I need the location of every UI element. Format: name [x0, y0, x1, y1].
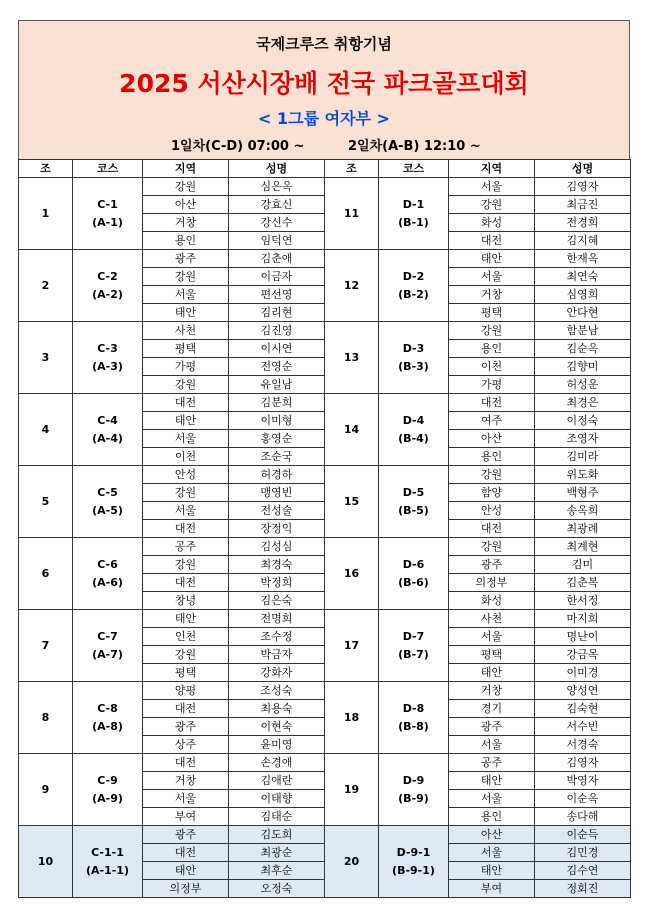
- course-alt-code: (B-9-1): [392, 863, 435, 877]
- course-alt-code: (B-9): [398, 791, 429, 805]
- region-cell: 상주: [143, 736, 229, 754]
- group-number: 1: [19, 178, 73, 250]
- player-name: 전경희: [535, 214, 631, 232]
- course-cell: [73, 754, 143, 826]
- table-row: [19, 466, 631, 484]
- region-cell: 평택: [143, 340, 229, 358]
- region-cell: 용인: [449, 340, 535, 358]
- region-cell: 광주: [143, 718, 229, 736]
- region-cell: 강원: [449, 538, 535, 556]
- course-alt-code: (B-1): [398, 215, 429, 229]
- player-name: 조성숙: [229, 682, 325, 700]
- table-row: [19, 322, 631, 340]
- player-name: 최후순: [229, 862, 325, 880]
- player-name: 김도희: [229, 826, 325, 844]
- player-name: 허경하: [229, 466, 325, 484]
- player-name: 강화자: [229, 664, 325, 682]
- region-cell: 부여: [143, 808, 229, 826]
- player-name: 이미형: [229, 412, 325, 430]
- region-cell: 태안: [143, 610, 229, 628]
- course-cell: [73, 538, 143, 610]
- course-code: C-8: [97, 701, 118, 715]
- region-cell: 부여: [449, 880, 535, 898]
- region-cell: 서울: [449, 844, 535, 862]
- player-name: 박정희: [229, 574, 325, 592]
- player-name: 강금목: [535, 646, 631, 664]
- region-cell: 광주: [143, 826, 229, 844]
- player-name: 이정숙: [535, 412, 631, 430]
- player-name: 김향미: [535, 358, 631, 376]
- region-cell: 광주: [449, 718, 535, 736]
- region-cell: 공주: [449, 754, 535, 772]
- region-cell: 화성: [449, 214, 535, 232]
- player-name: 최광례: [535, 520, 631, 538]
- region-cell: 사천: [143, 322, 229, 340]
- region-cell: 대전: [143, 700, 229, 718]
- player-name: 김수연: [535, 862, 631, 880]
- region-cell: 대전: [449, 394, 535, 412]
- region-cell: 서울: [143, 430, 229, 448]
- region-cell: 강원: [143, 376, 229, 394]
- player-name: 조수정: [229, 628, 325, 646]
- player-name: 김진영: [229, 322, 325, 340]
- course-alt-code: (B-4): [398, 431, 429, 445]
- course-cell: [379, 538, 449, 610]
- region-cell: 강원: [143, 268, 229, 286]
- player-name: 백형주: [535, 484, 631, 502]
- course-alt-code: (A-9): [92, 791, 123, 805]
- player-name: 김춘복: [535, 574, 631, 592]
- player-name: 최광순: [229, 844, 325, 862]
- course-cell: [379, 322, 449, 394]
- region-cell: 용인: [449, 448, 535, 466]
- region-cell: 강원: [449, 322, 535, 340]
- region-cell: 거창: [143, 214, 229, 232]
- course-cell: [73, 682, 143, 754]
- player-name: 송옥희: [535, 502, 631, 520]
- group-number: 14: [325, 394, 379, 466]
- region-cell: 평택: [449, 304, 535, 322]
- player-name: 오정숙: [229, 880, 325, 898]
- table-row: [19, 538, 631, 556]
- player-name: 임덕연: [229, 232, 325, 250]
- player-name: 전영순: [229, 358, 325, 376]
- player-name: 조영자: [535, 430, 631, 448]
- group-number: 10: [19, 826, 73, 898]
- course-alt-code: (B-3): [398, 359, 429, 373]
- table-row: [19, 682, 631, 700]
- group-number: 8: [19, 682, 73, 754]
- group-number: 19: [325, 754, 379, 826]
- course-code: D-9-1: [396, 845, 431, 859]
- group-number: 17: [325, 610, 379, 682]
- player-name: 유일남: [229, 376, 325, 394]
- course-cell: [379, 610, 449, 682]
- course-cell: [379, 250, 449, 322]
- course-cell: [73, 826, 143, 898]
- group-number: 5: [19, 466, 73, 538]
- group-number: 4: [19, 394, 73, 466]
- region-cell: 대전: [449, 520, 535, 538]
- player-name: 박금자: [229, 646, 325, 664]
- player-name: 이미경: [535, 664, 631, 682]
- course-alt-code: (A-1-1): [85, 863, 129, 877]
- player-name: 최경숙: [229, 556, 325, 574]
- player-name: 맹영빈: [229, 484, 325, 502]
- player-name: 최경은: [535, 394, 631, 412]
- course-cell: [73, 250, 143, 322]
- player-name: 한서정: [535, 592, 631, 610]
- table-row: [19, 394, 631, 412]
- player-name: 최용숙: [229, 700, 325, 718]
- subtitle: 국제크루즈 취항기념: [256, 35, 392, 53]
- player-name: 김은숙: [229, 592, 325, 610]
- player-name: 장정익: [229, 520, 325, 538]
- region-cell: 함양: [449, 484, 535, 502]
- region-cell: 서울: [143, 790, 229, 808]
- player-name: 김춘애: [229, 250, 325, 268]
- player-name: 김미라: [535, 448, 631, 466]
- schedule-sheet: [18, 20, 630, 898]
- table-header-row: [19, 160, 631, 178]
- course-code: D-7: [402, 629, 425, 643]
- region-cell: 의정부: [449, 574, 535, 592]
- table-row: [19, 178, 631, 196]
- course-cell: [73, 394, 143, 466]
- table-row: [19, 826, 631, 844]
- region-cell: 공주: [143, 538, 229, 556]
- player-name: 함분남: [535, 322, 631, 340]
- player-name: 손경애: [229, 754, 325, 772]
- course-code: D-2: [402, 269, 425, 283]
- region-cell: 화성: [449, 592, 535, 610]
- course-code: D-6: [402, 557, 425, 571]
- course-code: D-5: [402, 485, 425, 499]
- region-cell: 인천: [143, 628, 229, 646]
- region-cell: 안성: [143, 466, 229, 484]
- region-cell: 대전: [143, 754, 229, 772]
- region-cell: 서울: [449, 178, 535, 196]
- group-number: 12: [325, 250, 379, 322]
- col-header-course: 코스: [379, 160, 449, 178]
- region-cell: 대전: [449, 232, 535, 250]
- course-code: C-1-1: [91, 845, 124, 859]
- course-alt-code: (B-6): [398, 575, 429, 589]
- player-name: 김순옥: [535, 340, 631, 358]
- group-number: 2: [19, 250, 73, 322]
- course-code: C-1: [97, 197, 118, 211]
- player-name: 한재옥: [535, 250, 631, 268]
- player-name: 이태향: [229, 790, 325, 808]
- course-code: C-5: [97, 485, 118, 499]
- group-table: [18, 159, 631, 898]
- course-code: D-8: [402, 701, 425, 715]
- course-code: D-9: [402, 773, 425, 787]
- region-cell: 태안: [449, 250, 535, 268]
- region-cell: 용인: [143, 232, 229, 250]
- player-name: 최금진: [535, 196, 631, 214]
- region-cell: 광주: [143, 250, 229, 268]
- course-code: C-6: [97, 557, 118, 571]
- player-name: 김태순: [229, 808, 325, 826]
- course-code: C-2: [97, 269, 118, 283]
- region-cell: 서울: [143, 502, 229, 520]
- table-row: [19, 754, 631, 772]
- player-name: 양성연: [535, 682, 631, 700]
- region-cell: 거창: [449, 286, 535, 304]
- player-name: 김분희: [229, 394, 325, 412]
- region-cell: 평택: [143, 664, 229, 682]
- course-code: C-9: [97, 773, 118, 787]
- course-alt-code: (B-2): [398, 287, 429, 301]
- course-code: D-3: [402, 341, 425, 355]
- group-number: 20: [325, 826, 379, 898]
- day1-schedule: 1일차(C-D) 07:00 ~: [171, 139, 305, 154]
- player-name: 김애란: [229, 772, 325, 790]
- player-name: 심은옥: [229, 178, 325, 196]
- region-cell: 아산: [143, 196, 229, 214]
- course-alt-code: (B-7): [398, 647, 429, 661]
- player-name: 최계현: [535, 538, 631, 556]
- player-name: 서경숙: [535, 736, 631, 754]
- col-header-region: 지역: [143, 160, 229, 178]
- player-name: 안다현: [535, 304, 631, 322]
- course-cell: [73, 466, 143, 538]
- player-name: 김숙현: [535, 700, 631, 718]
- col-header-region: 지역: [449, 160, 535, 178]
- player-name: 김영자: [535, 178, 631, 196]
- course-alt-code: (A-7): [92, 647, 123, 661]
- player-name: 서수빈: [535, 718, 631, 736]
- course-cell: [379, 394, 449, 466]
- course-cell: [379, 754, 449, 826]
- course-code: C-4: [97, 413, 118, 427]
- course-alt-code: (B-5): [398, 503, 429, 517]
- division-label: < 1그룹 여자부 >: [258, 109, 390, 128]
- region-cell: 대전: [143, 844, 229, 862]
- course-alt-code: (A-4): [92, 431, 123, 445]
- course-code: C-7: [97, 629, 118, 643]
- course-code: D-1: [402, 197, 425, 211]
- region-cell: 양평: [143, 682, 229, 700]
- col-header-group: 조: [325, 160, 379, 178]
- player-name: 윤미영: [229, 736, 325, 754]
- course-alt-code: (A-6): [92, 575, 123, 589]
- region-cell: 대전: [143, 520, 229, 538]
- region-cell: 태안: [449, 772, 535, 790]
- region-cell: 강원: [143, 556, 229, 574]
- player-name: 김성심: [229, 538, 325, 556]
- player-name: 편선영: [229, 286, 325, 304]
- group-number: 15: [325, 466, 379, 538]
- player-name: 전성술: [229, 502, 325, 520]
- player-name: 이현숙: [229, 718, 325, 736]
- table-row: [19, 250, 631, 268]
- region-cell: 안성: [449, 502, 535, 520]
- player-name: 김지혜: [535, 232, 631, 250]
- group-number: 7: [19, 610, 73, 682]
- region-cell: 강원: [143, 178, 229, 196]
- course-cell: [73, 178, 143, 250]
- region-cell: 이천: [143, 448, 229, 466]
- region-cell: 창녕: [143, 592, 229, 610]
- group-number: 18: [325, 682, 379, 754]
- group-number: 11: [325, 178, 379, 250]
- col-header-name: 성명: [229, 160, 325, 178]
- region-cell: 태안: [143, 412, 229, 430]
- player-name: 심영희: [535, 286, 631, 304]
- region-cell: 대전: [143, 394, 229, 412]
- group-number: 6: [19, 538, 73, 610]
- course-alt-code: (A-3): [92, 359, 123, 373]
- col-header-group: 조: [19, 160, 73, 178]
- course-alt-code: (A-1): [92, 215, 123, 229]
- region-cell: 용인: [449, 808, 535, 826]
- day2-schedule: 2일차(A-B) 12:10 ~: [348, 139, 481, 154]
- course-alt-code: (A-8): [92, 719, 123, 733]
- group-number: 3: [19, 322, 73, 394]
- course-alt-code: (A-5): [92, 503, 123, 517]
- group-number: 9: [19, 754, 73, 826]
- group-number: 16: [325, 538, 379, 610]
- region-cell: 이천: [449, 358, 535, 376]
- region-cell: 아산: [449, 430, 535, 448]
- region-cell: 여주: [449, 412, 535, 430]
- region-cell: 경기: [449, 700, 535, 718]
- player-name: 마지희: [535, 610, 631, 628]
- col-header-course: 코스: [73, 160, 143, 178]
- player-name: 송다해: [535, 808, 631, 826]
- col-header-name: 성명: [535, 160, 631, 178]
- region-cell: 광주: [449, 556, 535, 574]
- player-name: 강효신: [229, 196, 325, 214]
- player-name: 최연숙: [535, 268, 631, 286]
- player-name: 허성운: [535, 376, 631, 394]
- course-cell: [379, 826, 449, 898]
- region-cell: 강원: [143, 484, 229, 502]
- region-cell: 태안: [449, 664, 535, 682]
- course-cell: [379, 178, 449, 250]
- course-cell: [73, 322, 143, 394]
- player-name: 김영자: [535, 754, 631, 772]
- region-cell: 거창: [143, 772, 229, 790]
- region-cell: 태안: [449, 862, 535, 880]
- region-cell: 사천: [449, 610, 535, 628]
- region-cell: 대전: [143, 574, 229, 592]
- course-alt-code: (B-8): [398, 719, 429, 733]
- player-name: 김리현: [229, 304, 325, 322]
- table-row: [19, 610, 631, 628]
- player-name: 박영자: [535, 772, 631, 790]
- region-cell: 의정부: [143, 880, 229, 898]
- region-cell: 태안: [143, 862, 229, 880]
- course-cell: [379, 466, 449, 538]
- region-cell: 평택: [449, 646, 535, 664]
- region-cell: 서울: [449, 628, 535, 646]
- region-cell: 강원: [143, 646, 229, 664]
- player-name: 강신수: [229, 214, 325, 232]
- player-name: 김미: [535, 556, 631, 574]
- group-number: 13: [325, 322, 379, 394]
- player-name: 정회진: [535, 880, 631, 898]
- region-cell: 서울: [449, 790, 535, 808]
- region-cell: 거창: [449, 682, 535, 700]
- region-cell: 태안: [143, 304, 229, 322]
- course-code: D-4: [402, 413, 425, 427]
- region-cell: 서울: [143, 286, 229, 304]
- player-name: 위도화: [535, 466, 631, 484]
- course-alt-code: (A-2): [92, 287, 123, 301]
- region-cell: 가평: [143, 358, 229, 376]
- region-cell: 서울: [449, 268, 535, 286]
- player-name: 이순옥: [535, 790, 631, 808]
- region-cell: 가평: [449, 376, 535, 394]
- course-code: C-3: [97, 341, 118, 355]
- region-cell: 강원: [449, 466, 535, 484]
- player-name: 이시연: [229, 340, 325, 358]
- player-name: 명난이: [535, 628, 631, 646]
- player-name: 김민경: [535, 844, 631, 862]
- player-name: 홍영순: [229, 430, 325, 448]
- player-name: 이금자: [229, 268, 325, 286]
- header-banner: [18, 20, 630, 159]
- region-cell: 아산: [449, 826, 535, 844]
- course-cell: [73, 610, 143, 682]
- region-cell: 강원: [449, 196, 535, 214]
- region-cell: 서울: [449, 736, 535, 754]
- player-name: 이순득: [535, 826, 631, 844]
- player-name: 전명희: [229, 610, 325, 628]
- player-name: 조순국: [229, 448, 325, 466]
- course-cell: [379, 682, 449, 754]
- page-title: 2025 서산시장배 전국 파크골프대회: [119, 69, 529, 98]
